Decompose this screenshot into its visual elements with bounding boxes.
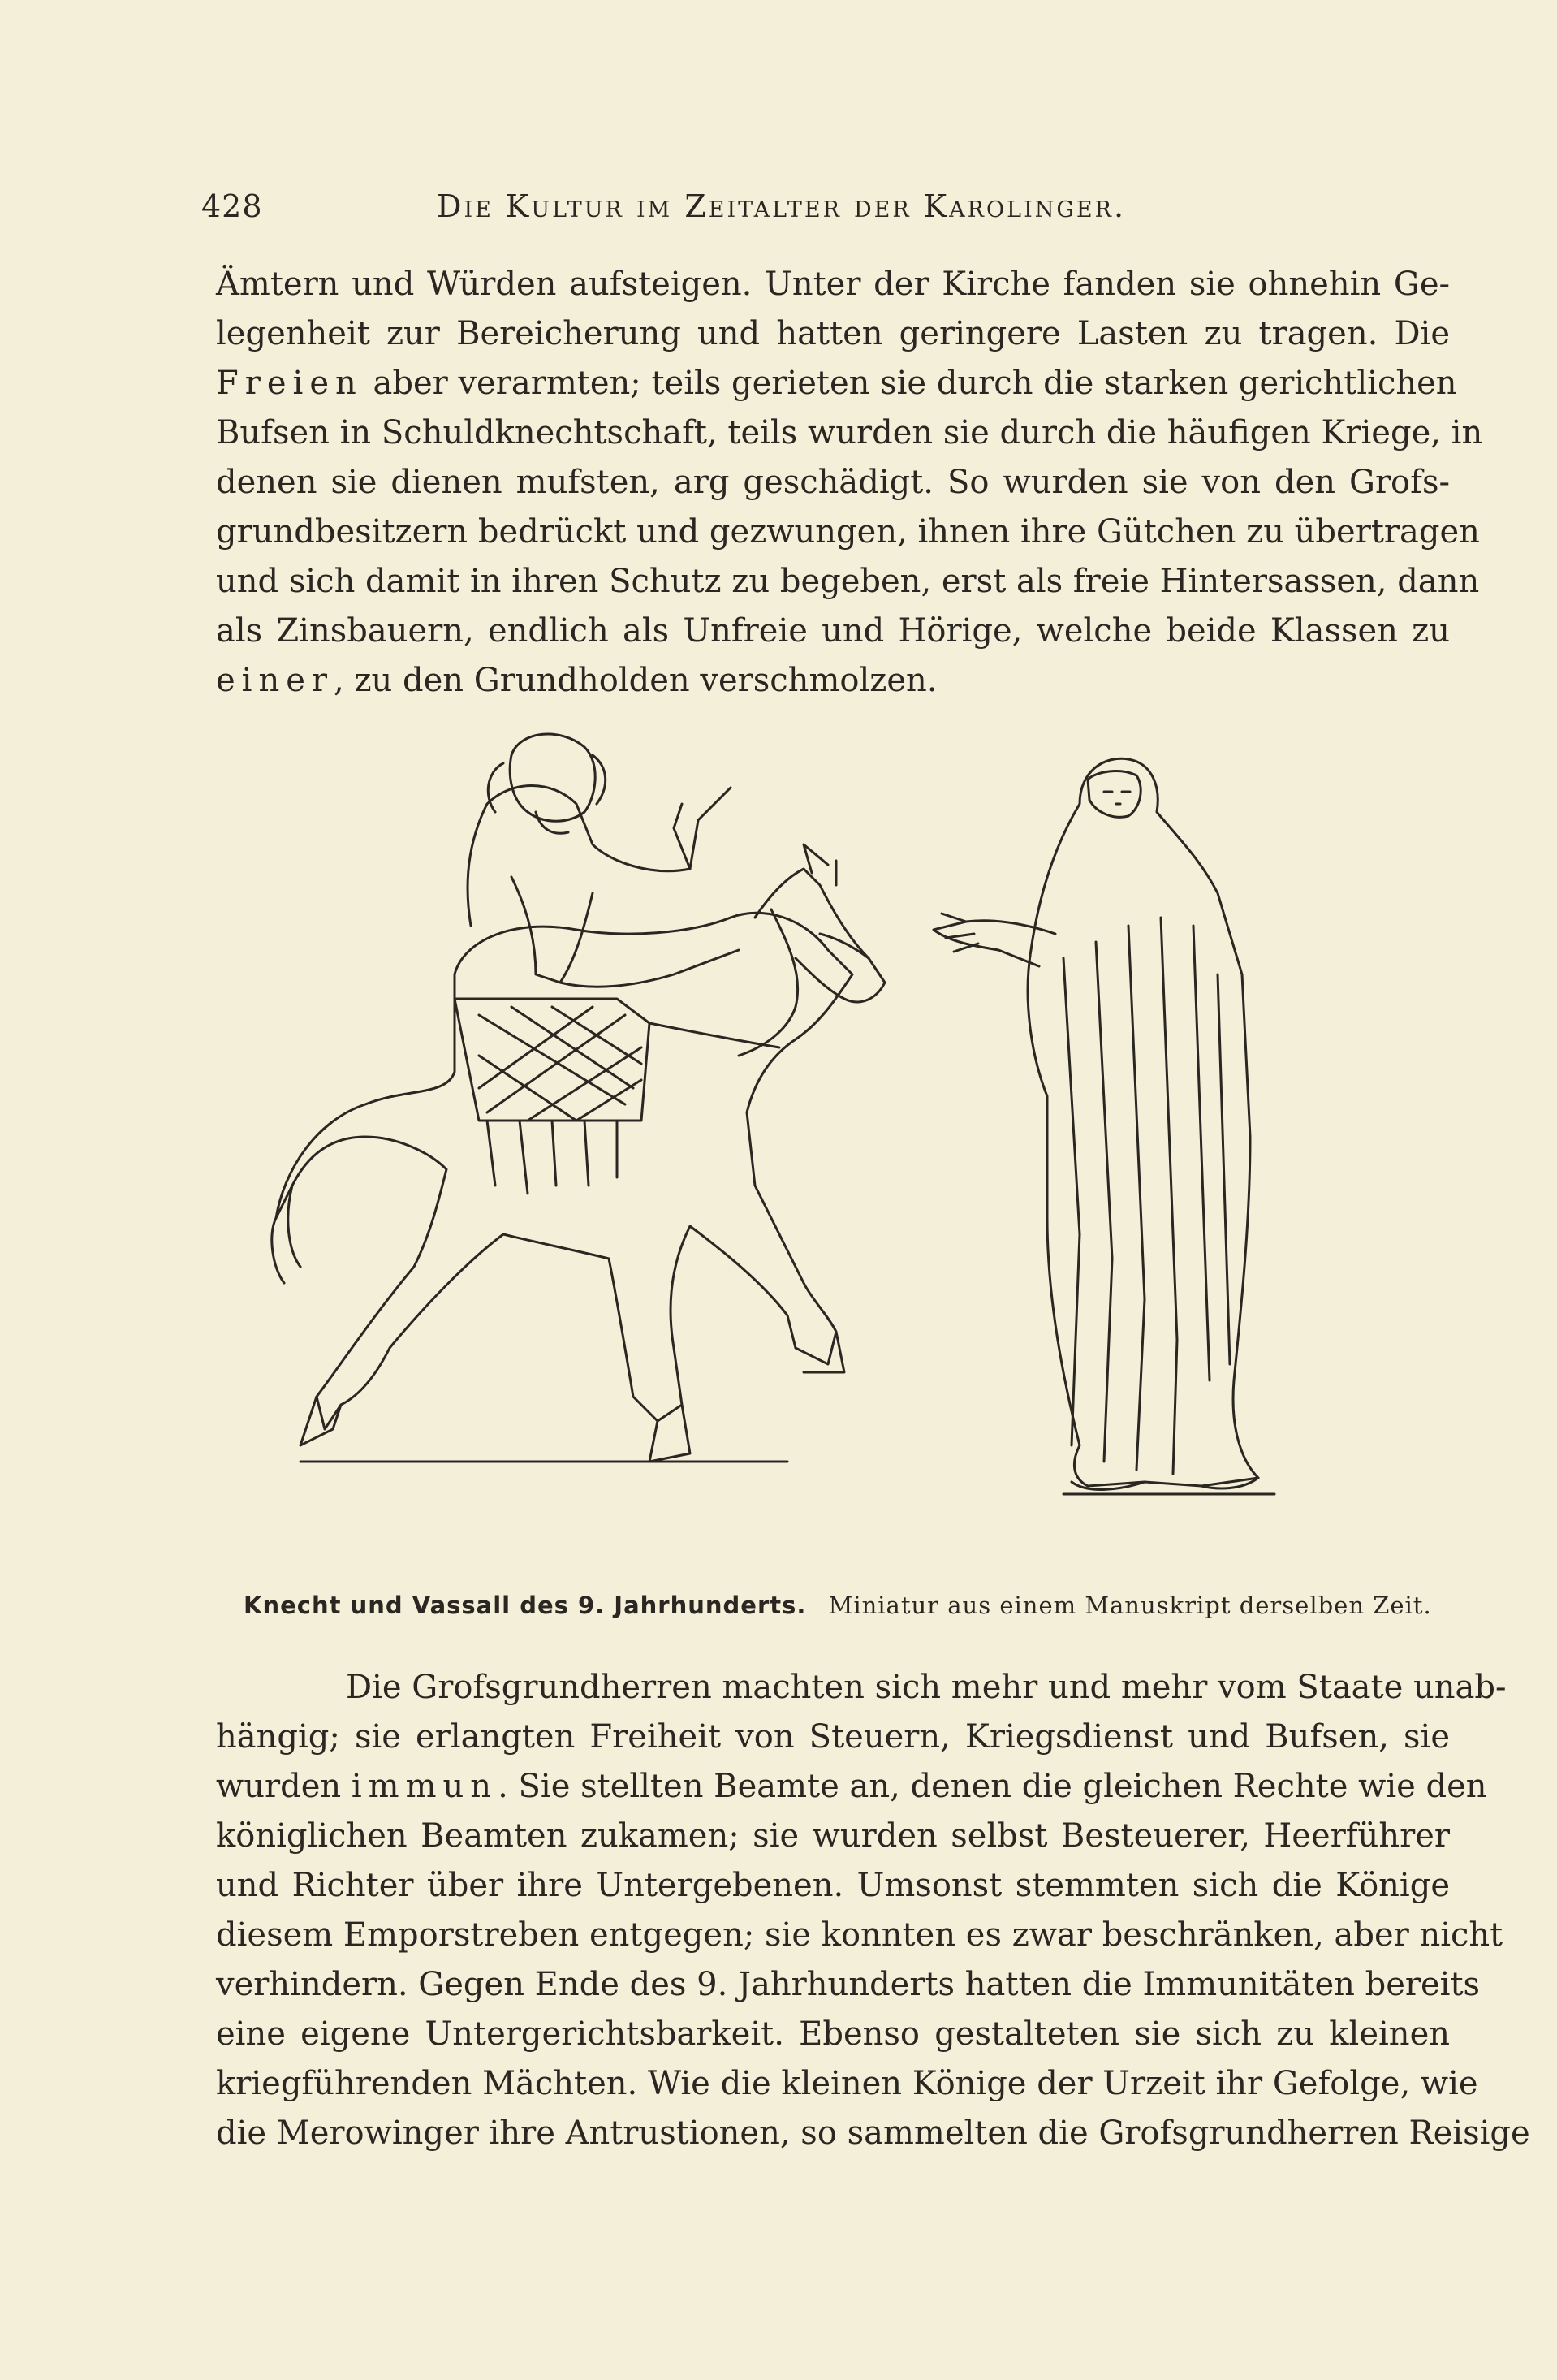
text-line: Bufsen in Schuldknechtschaft, teils wurden sie durch die häufigen Kriege, in xyxy=(216,414,1483,451)
emphasis-einer: einer xyxy=(216,662,334,699)
paragraph-1 xyxy=(216,260,1483,706)
figure-caption xyxy=(244,1592,1432,1619)
caption-source: Miniatur aus einem Manuskript derselben Zeit. xyxy=(828,1592,1432,1619)
text-line: kriegführenden Mächten. Wie die kleinen Könige der Urzeit ihr Gefolge, wie xyxy=(216,2065,1478,2102)
text-line xyxy=(216,656,1450,706)
text-line: diesem Emporstreben entgegen; sie konnten es zwar beschränken, aber nicht xyxy=(216,1916,1503,1954)
mounted-vassal-illustration xyxy=(272,734,885,1462)
paragraph-2 xyxy=(216,1663,1530,2158)
text-line: Die Grofsgrundherren machten sich mehr und mehr vom Staate unab- xyxy=(346,1669,1507,1706)
emphasis-immun: immun xyxy=(351,1768,498,1805)
text-line: hängig; sie erlangten Freiheit von Steuern, Kriegsdienst und Bufsen, sie xyxy=(216,1718,1450,1756)
text-line: eine eigene Untergerichtsbarkeit. Ebenso gestalteten sie sich zu kleinen xyxy=(216,2015,1450,2053)
text-fragment: . Sie stellten Beamte an, denen die gleichen Rechte wie den xyxy=(498,1768,1487,1805)
text-fragment: aber verarmten; teils gerieten sie durch die starken gerichtlichen xyxy=(373,365,1457,402)
text-line: denen sie dienen mufsten, arg geschädigt. So wurden sie von den Grofs- xyxy=(216,464,1450,501)
illustration xyxy=(268,731,1421,1575)
text-line xyxy=(216,359,1457,408)
text-line: und sich damit in ihren Schutz zu begeben, erst als freie Hintersassen, dann xyxy=(216,563,1480,600)
text-line: verhindern. Gegen Ende des 9. Jahrhunderts hatten die Immunitäten bereits xyxy=(216,1966,1481,2003)
text-fragment: wurden xyxy=(216,1768,342,1805)
text-line: legenheit zur Bereicherung und hatten geringere Lasten zu tragen. Die xyxy=(216,315,1450,352)
caption-title: Knecht und Vassall des 9. Jahrhunderts. xyxy=(244,1592,807,1619)
text-line: und Richter über ihre Untergebenen. Umsonst stemmten sich die Könige xyxy=(216,1867,1450,1904)
text-line: die Merowinger ihre Antrustionen, so sammelten die Grofsgrundherren Reisige xyxy=(216,2114,1530,2152)
text-line: als Zinsbauern, endlich als Unfreie und Hörige, welche beide Klassen zu xyxy=(216,612,1450,650)
page-number: 428 xyxy=(201,188,263,224)
text-fragment: , zu den Grundholden verschmolzen. xyxy=(334,662,938,699)
emphasis-freien: Freien xyxy=(216,365,363,402)
text-line: königlichen Beamten zukamen; sie wurden selbst Besteuerer, Heerführer xyxy=(216,1817,1450,1855)
running-header xyxy=(201,188,1484,237)
running-title: Die Kultur im Zeitalter der Karolinger. xyxy=(437,188,1127,224)
text-line: grundbesitzern bedrückt und gezwungen, ihnen ihre Gütchen zu übertragen xyxy=(216,513,1480,551)
text-line xyxy=(216,1762,1487,1812)
text-line: Ämtern und Würden aufsteigen. Unter der Kirche fanden sie ohnehin Ge- xyxy=(216,266,1450,303)
standing-servant-illustration xyxy=(934,758,1258,1489)
